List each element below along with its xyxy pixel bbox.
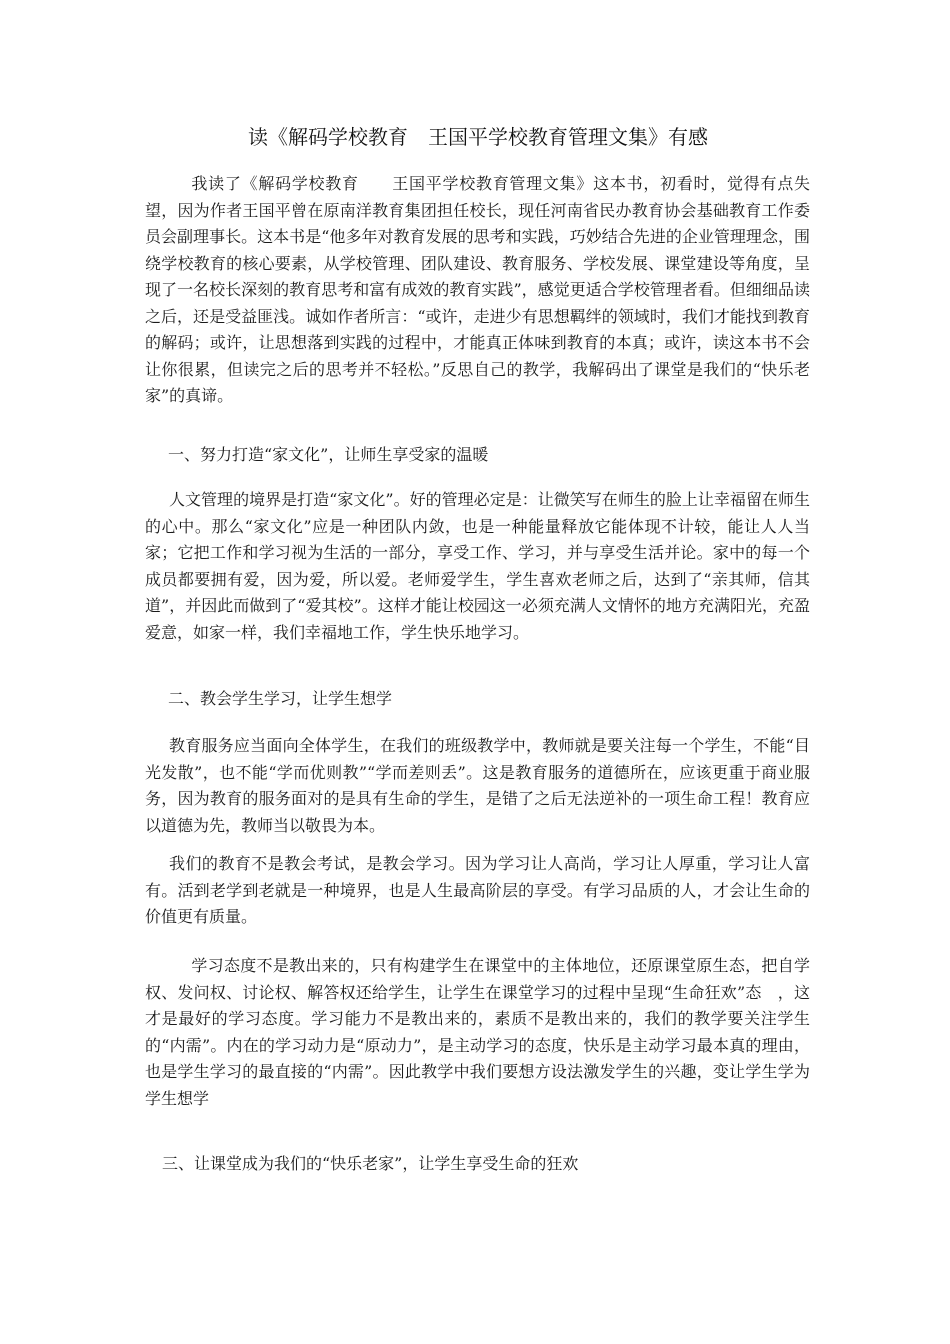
section-heading-1: 一、努力打造“家文化”，让师生享受家的温暖 [168,445,489,464]
section-heading-2: 二、教会学生学习，让学生想学 [168,689,393,708]
section-2-paragraph-3: 学习态度不是教出来的，只有构建学生在课堂中的主体地位，还原课堂原生态，把自学权、发问权、讨论权、解答权还给学生，让学生在课堂学习的过程中呈现“生命狂欢”态 ，这才是最好的学习态度。学习能力不是教出来的，素质不是教出来的，我们的教学要关注学生的“内需”。内在的学习动力是“原动力”，是主动学习的态度，快乐是主动学习最本真的理由，也是学生学习的最直接的“内需”。因此教学中我们要想方设法激发学生的兴趣，变让学生学为学生想学 [145,956,810,1108]
section-2-paragraph-2: 我们的教育不是教会考试，是教会学习。因为学习让人高尚，学习让人厚重，学习让人富有。活到老学到老就是一种境界，也是人生最高阶层的享受。有学习品质的人，才会让生命的价值更有质量。 [145,854,810,926]
section-2-paragraph-1: 教育服务应当面向全体学生，在我们的班级教学中，教师就是要关注每一个学生，不能“目光发散”，也不能“学而优则教”“学而差则丢”。这是教育服务的道德所在，应该更重于商业服务，因为教育的服务面对的是具有生命的学生，是错了之后无法逆补的一项生命工程！教育应以道德为先，教师当以敬畏为本。 [145,736,810,835]
document-title: 读《解码学校教育 王国平学校教育管理文集》有感 [248,125,708,149]
section-1-paragraph: 人文管理的境界是打造“家文化”。好的管理必定是：让微笑写在师生的脸上让幸福留在师生的心中。那么“家文化”应是一种团队内敛，也是一种能量释放它能体现不计较，能让人人当家；它把工作和学习视为生活的一部分，享受工作、学习，并与享受生活并论。家中的每一个成员都要拥有爱，因为爱，所以爱。老师爱学生，学生喜欢老师之后，达到了“亲其师，信其道”，并因此而做到了“爱其校”。这样才能让校园这一必须充满人文情怀的地方充满阳光，充盈爱意，如家一样，我们幸福地工作，学生快乐地学习。 [145,490,810,642]
intro-paragraph: 我读了《解码学校教育 王国平学校教育管理文集》这本书，初看时，觉得有点失望，因为作者王国平曾在原南洋教育集团担任校长，现任河南省民办教育协会基础教育工作委员会副理事长。这本书是“他多年对教育发展的思考和实践，巧妙结合先进的企业管理理念，围绕学校教育的核心要素，从学校管理、团队建设、教育服务、学校发展、课堂建设等角度，呈现了一名校长深刻的教育思考和富有成效的教育实践”，感觉更适合学校管理者看。但细细品读之后，还是受益匪浅。诚如作者所言：“或许，走进少有思想羁绊的领域时，我们才能找到教育的解码；或许，让思想落到实践的过程中，才能真正体味到教育的本真；或许，读这本书不会让你很累，但读完之后的思考并不轻松。”反思自己的教学，我解码出了课堂是我们的“快乐老家”的真谛。 [145,174,810,405]
section-heading-3: 三、让课堂成为我们的“快乐老家”，让学生享受生命的狂欢 [162,1154,579,1173]
